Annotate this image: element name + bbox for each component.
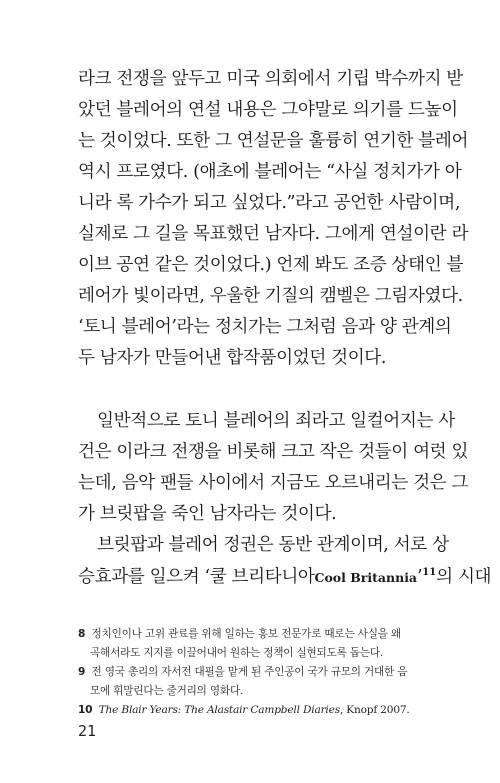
footnote-8-line1: [78, 629, 440, 640]
footnote-number: 10: [78, 704, 93, 716]
text-segment: 승효과를 일으켜 ‘쿨 브리타니아: [78, 566, 315, 587]
body-line: 레어가 빛이라면, 우울한 기질의 캠벨은 그림자였다.: [78, 286, 463, 306]
footnote-10: [78, 705, 440, 716]
footnote-text: , Knopf 2007.: [339, 704, 410, 716]
footnote-book-title: The Blair Years: The Alastair Campbell Diaries: [98, 704, 340, 716]
page-number: 21: [78, 722, 97, 740]
footnote-text: 전 영국 총리의 자서전 대필을 맡게 된 주인공이 국가 규모의 거대한 음: [91, 666, 408, 678]
body-line: 니라 록 가수가 되고 싶었다.”라고 공언한 사람이며,: [78, 193, 461, 213]
quote-mark: ’: [417, 566, 423, 587]
footnote-number: 9: [78, 666, 86, 678]
body-line: 는 것이었다. 또한 그 연설문을 훌륭히 연기한 블레어: [78, 131, 469, 151]
text-segment: 의 시대: [436, 566, 492, 587]
body-line: 실제로 그 길을 목표했던 남자다. 그에게 연설이란 라: [78, 224, 469, 244]
footnote-ref: 11: [422, 567, 437, 578]
body-line-with-footnote-ref: [78, 566, 492, 587]
paragraph-first-line: 일반적으로 토니 블레어의 죄라고 일컬어지는 사: [97, 411, 455, 431]
footnote-8-line2: 곡해서라도 지지를 이끌어내어 원하는 정책이 실현되도록 돕는다.: [90, 647, 384, 659]
body-line: 두 남자가 만들어낸 합작품이었던 것이다.: [78, 348, 387, 368]
latin-term: Cool Britannia: [314, 569, 418, 585]
body-line: 가 브릿팝을 죽인 남자라는 것이다.: [78, 504, 337, 524]
paragraph-first-line: 브릿팝과 블레어 정권은 동반 관계이며, 서로 상: [97, 535, 449, 555]
footnote-9-line1: [78, 667, 440, 678]
body-line: ‘토니 블레어’라는 정치가는 그처럼 음과 양 관계의: [78, 317, 452, 337]
footnote-text: 정치인이나 고위 관료를 위해 일하는 홍보 전문가로 때로는 사실을 왜: [91, 628, 401, 640]
body-line: 는데, 음악 팬들 사이에서 지금도 오르내리는 것은 그: [78, 473, 469, 493]
body-line: 역시 프로였다. (애초에 블레어는 “사실 정치가가 아: [78, 162, 462, 182]
footnote-number: 8: [78, 628, 86, 640]
body-line: 이브 공연 같은 것이었다.) 언제 봐도 조증 상태인 블: [78, 255, 464, 275]
body-line: 라크 전쟁을 앞두고 미국 의회에서 기립 박수까지 받: [78, 69, 463, 89]
body-line: 았던 블레어의 연설 내용은 그야말로 의기를 드높이: [78, 100, 458, 120]
body-line: 건은 이라크 전쟁을 비롯해 크고 작은 것들이 여럿 있: [78, 442, 469, 462]
footnote-9-line2: 모에 휘말린다는 줄거리의 영화다.: [90, 685, 244, 697]
